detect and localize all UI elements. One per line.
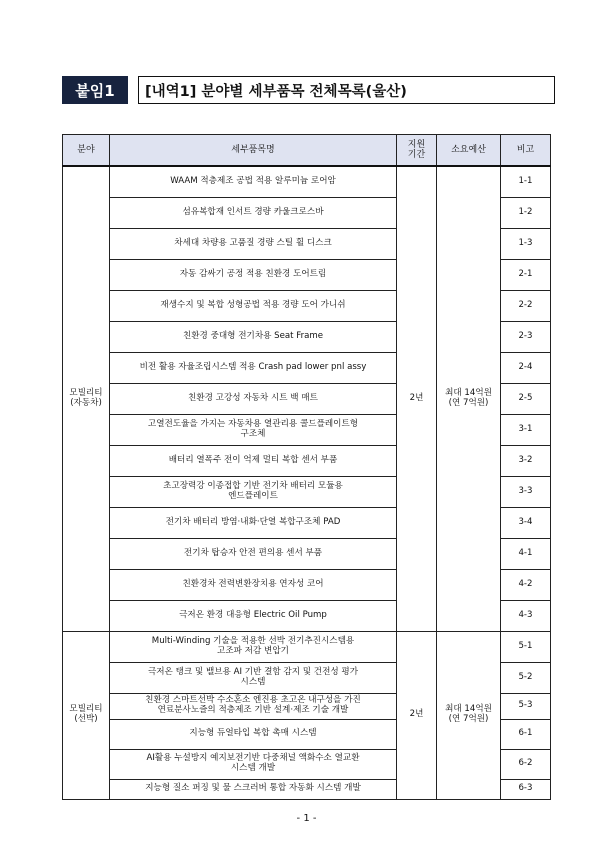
- table-body: [63, 166, 551, 799]
- item-name-cell: 초고장력강 이종접합 기반 전기차 배터리 모듈용 엔드플레이트: [110, 476, 397, 507]
- item-name-cell: 자동 감싸기 공정 적용 친환경 도어트림: [110, 259, 397, 290]
- note-cell: 5-2: [501, 662, 551, 693]
- item-name-cell: Multi-Winding 기술을 적용한 선박 전기추진시스템용 고조파 저감 변압기: [110, 631, 397, 662]
- header-budget: 소요예산: [437, 135, 501, 167]
- attachment-badge: 붙임1: [62, 76, 128, 104]
- field-cell: 모빌리티 (자동차): [63, 166, 110, 631]
- item-name-cell: 배터리 열폭주 전이 억제 멀티 복합 센서 부품: [110, 445, 397, 476]
- note-cell: 3-2: [501, 445, 551, 476]
- note-cell: 4-1: [501, 538, 551, 569]
- note-cell: 5-1: [501, 631, 551, 662]
- field-cell: 모빌리티 (선박): [63, 631, 110, 799]
- note-cell: 5-3: [501, 693, 551, 719]
- note-cell: 2-2: [501, 290, 551, 321]
- item-name-cell: 재생수지 및 복합 성형공법 적용 경량 도어 가니쉬: [110, 290, 397, 321]
- item-name-cell: 친환경차 전력변환장치용 연자성 코어: [110, 569, 397, 600]
- note-cell: 1-3: [501, 228, 551, 259]
- item-name-cell: 친환경 스마트선박 수소혼소 엔진용 초고온 내구성을 가진 연료분사노즐의 적층제조 기반 설계·제조 기술 개발: [110, 693, 397, 719]
- item-name-cell: 친환경 고강성 자동차 시트 백 매트: [110, 383, 397, 414]
- note-cell: 2-4: [501, 352, 551, 383]
- item-list-table: [62, 134, 551, 800]
- note-cell: 6-1: [501, 719, 551, 749]
- note-cell: 6-3: [501, 779, 551, 799]
- note-cell: 3-4: [501, 507, 551, 538]
- item-name-cell: 비전 활용 자율조립시스템 적용 Crash pad lower pnl assy: [110, 352, 397, 383]
- item-name-cell: 섬유복합재 인서트 경량 카울크로스바: [110, 197, 397, 228]
- table-row: [63, 631, 551, 662]
- note-cell: 1-2: [501, 197, 551, 228]
- item-name-cell: 극저온 탱크 및 밸브용 AI 기반 결함 감지 및 건전성 평가 시스템: [110, 662, 397, 693]
- item-name-cell: 전기차 배터리 방염·내화·단열 복합구조체 PAD: [110, 507, 397, 538]
- note-cell: 4-2: [501, 569, 551, 600]
- budget-cell: 최대 14억원 (연 7억원): [437, 631, 501, 799]
- note-cell: 2-1: [501, 259, 551, 290]
- item-name-cell: 극저온 환경 대응형 Electric Oil Pump: [110, 600, 397, 631]
- item-name-cell: AI활용 누설방지 예지보전기반 다중채널 액화수소 열교환 시스템 개발: [110, 749, 397, 779]
- page-number: - 1 -: [296, 813, 317, 824]
- item-name-cell: WAAM 적층제조 공법 적용 알루미늄 로어암: [110, 166, 397, 197]
- note-cell: 2-5: [501, 383, 551, 414]
- item-name-cell: 차세대 차량용 고품질 경량 스틸 휠 디스크: [110, 228, 397, 259]
- note-cell: 4-3: [501, 600, 551, 631]
- note-cell: 3-1: [501, 414, 551, 445]
- header-period: 지원 기간: [397, 135, 437, 167]
- period-cell: 2년: [397, 631, 437, 799]
- note-cell: 2-3: [501, 321, 551, 352]
- table-header-row: [63, 135, 551, 167]
- item-name-cell: 지능형 질소 퍼징 및 물 스크러버 통합 자동화 시스템 개발: [110, 779, 397, 799]
- header-field: 분야: [63, 135, 110, 167]
- note-cell: 3-3: [501, 476, 551, 507]
- item-name-cell: 친환경 중대형 전기차용 Seat Frame: [110, 321, 397, 352]
- note-cell: 6-2: [501, 749, 551, 779]
- document-title: [내역1] 분야별 세부품목 전체목록(울산): [138, 76, 555, 104]
- budget-cell: 최대 14억원 (연 7억원): [437, 166, 501, 631]
- header-note: 비고: [501, 135, 551, 167]
- item-name-cell: 고열전도율을 가지는 자동차용 열관리용 콜드플레이트형 구조체: [110, 414, 397, 445]
- table-row: [63, 166, 551, 197]
- item-name-cell: 지능형 듀얼타입 복합 촉매 시스템: [110, 719, 397, 749]
- period-cell: 2년: [397, 166, 437, 631]
- item-name-cell: 전기차 탑승자 안전 편의용 센서 부품: [110, 538, 397, 569]
- header-item: 세부품목명: [110, 135, 397, 167]
- note-cell: 1-1: [501, 166, 551, 197]
- title-bar: [62, 76, 555, 104]
